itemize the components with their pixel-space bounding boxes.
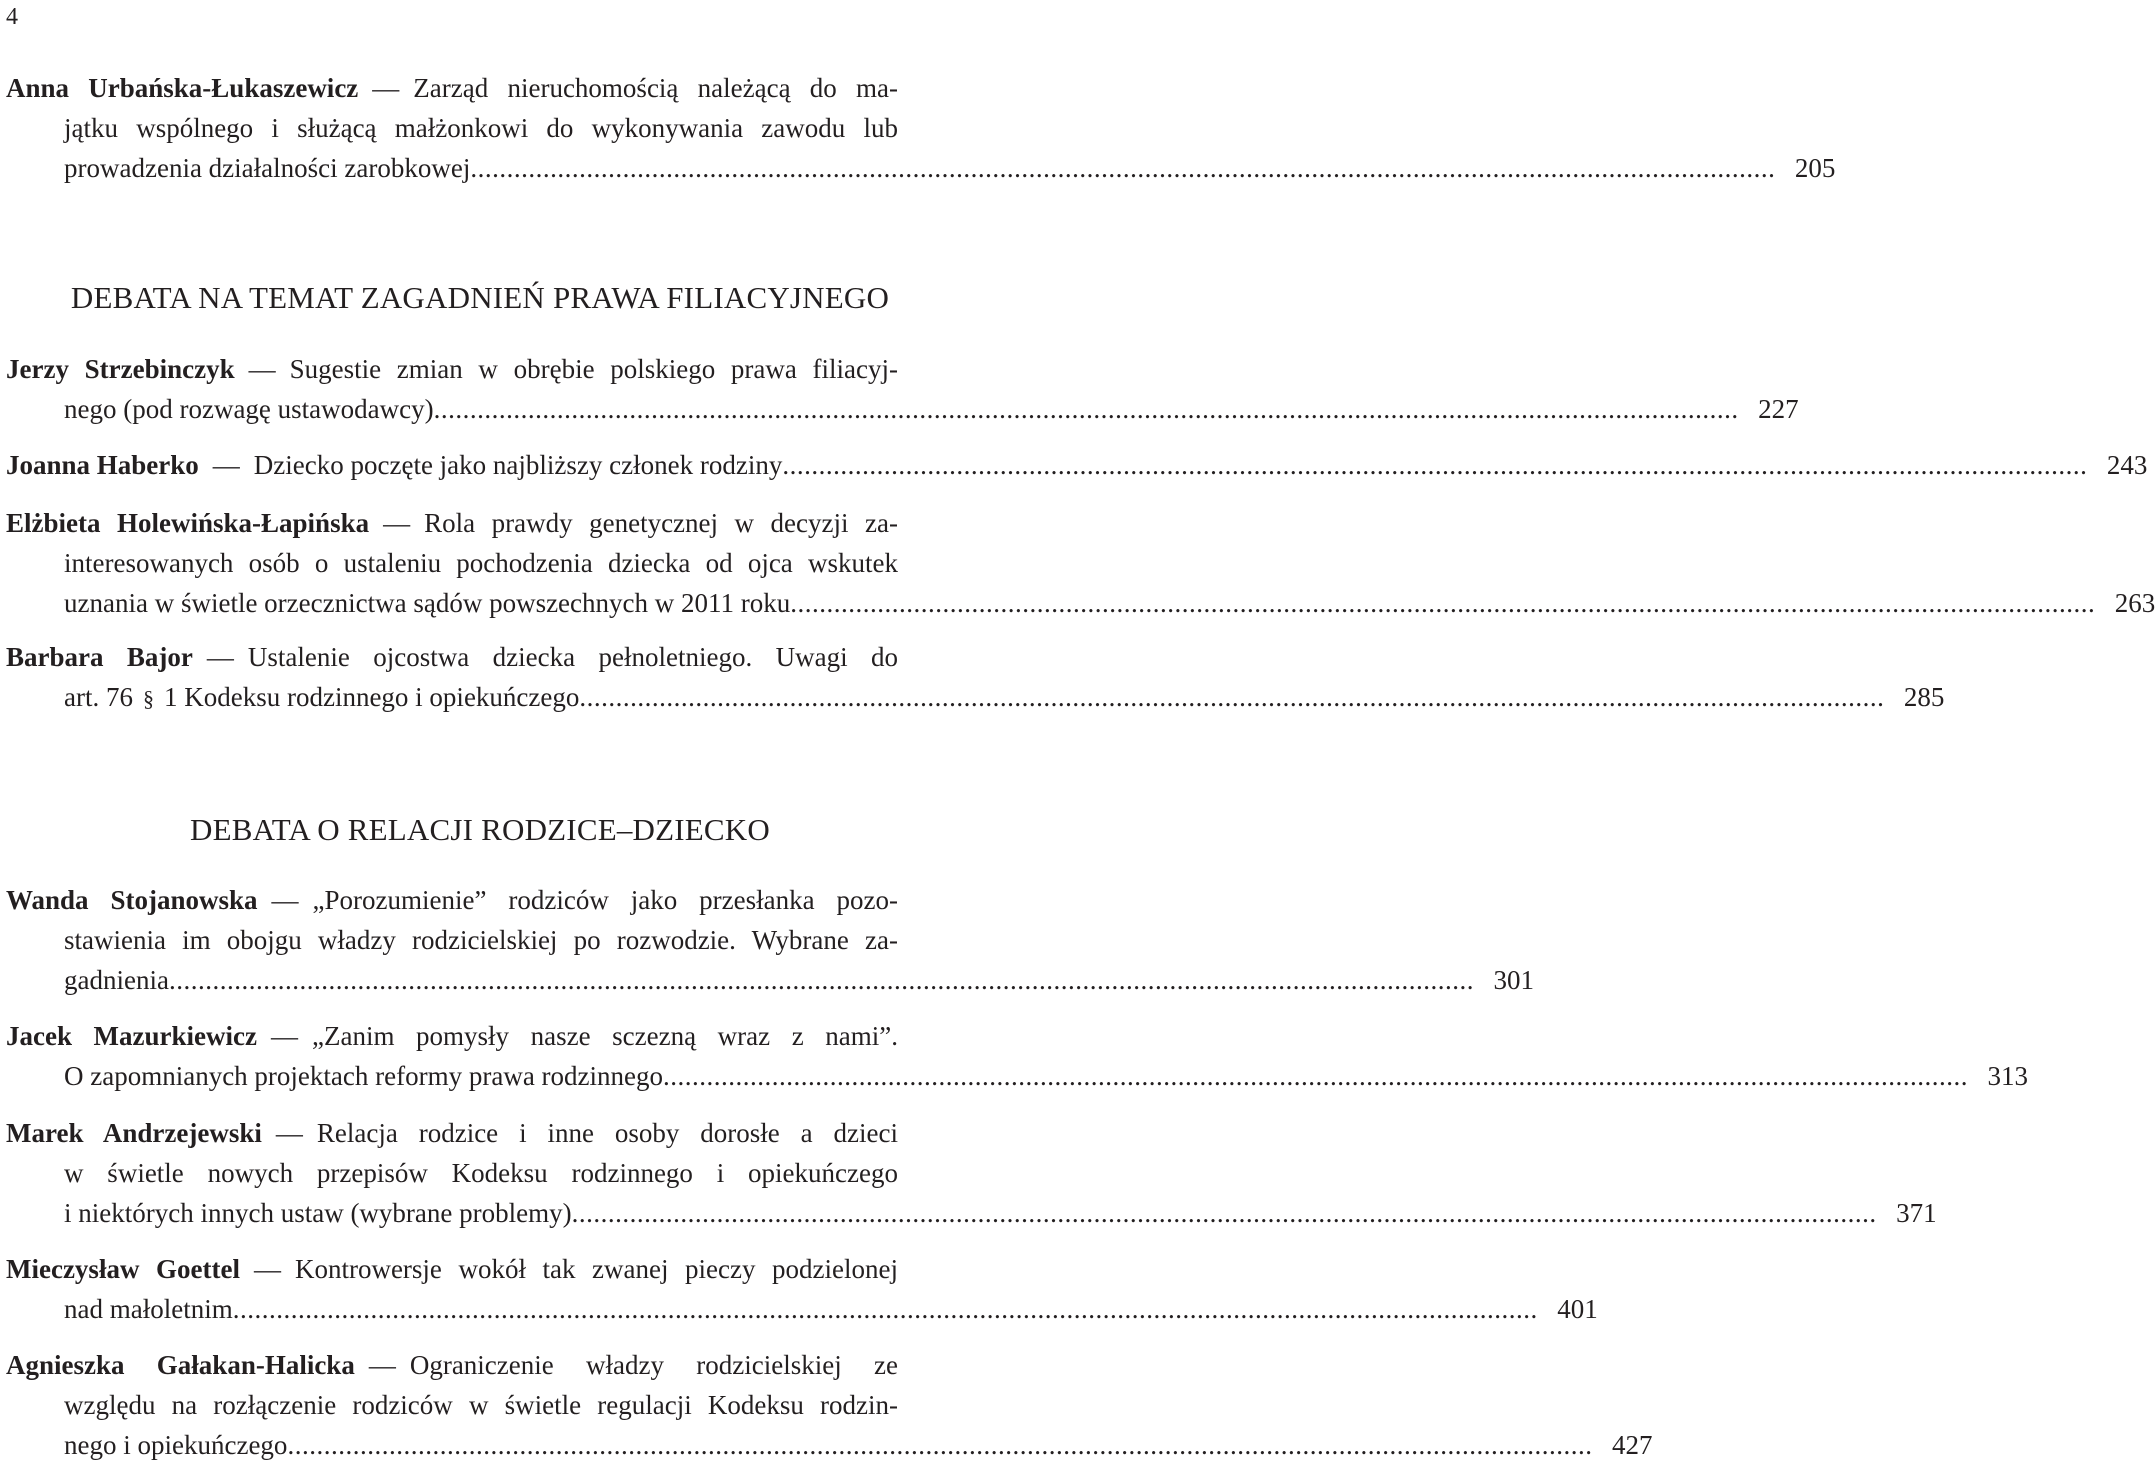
entry-author: Elżbieta Holewińska-Łapińska xyxy=(6,508,370,538)
section-heading: DEBATA NA TEMAT ZAGADNIEŃ PRAWA FILIACYJNEGO xyxy=(70,280,890,315)
toc-line xyxy=(6,1153,898,1193)
entry-title: jątku wspólnego i służącą małżonkowi do wykonywania zawodu lub xyxy=(64,113,898,143)
entry-dash: — xyxy=(271,885,299,915)
leader-dots xyxy=(572,1193,1877,1233)
entry-dash: — xyxy=(271,1021,298,1051)
toc-line xyxy=(6,880,898,920)
entry-author: Jerzy Strzebinczyk xyxy=(6,354,235,384)
entry-author: Barbara Bajor xyxy=(6,642,193,672)
toc-line xyxy=(6,920,898,960)
toc-line xyxy=(6,960,1534,1000)
toc-line xyxy=(6,1056,2029,1096)
toc-line xyxy=(6,1249,898,1289)
entry-title: art. 76 xyxy=(64,682,133,712)
entry-dash: — xyxy=(212,450,240,480)
toc-line xyxy=(6,1193,1937,1233)
toc-entry[interactable] xyxy=(6,1345,1653,1465)
entry-title: stawienia im obojgu władzy rodzicielskiej po rozwodzie. Wybrane za- xyxy=(64,925,898,955)
entry-title: w świetle nowych przepisów Kodeksu rodzinnego i opiekuńczego xyxy=(64,1158,898,1188)
toc-line xyxy=(6,543,898,583)
entry-title: gadnienia xyxy=(64,965,169,995)
entry-author: Marek Andrzejewski xyxy=(6,1118,262,1148)
leader-dots xyxy=(169,960,1474,1000)
entry-dash: — xyxy=(275,1118,303,1148)
toc-entry[interactable] xyxy=(6,637,1945,717)
toc-line xyxy=(6,1289,1598,1329)
entry-page-number: 243 xyxy=(2106,450,2148,480)
leader-dots xyxy=(790,583,2095,623)
entry-title: i niektórych innych ustaw (wybrane problemy) xyxy=(64,1198,572,1228)
leader-dots xyxy=(782,445,2087,485)
leader-dots xyxy=(579,677,1884,717)
toc-line xyxy=(6,1425,1653,1465)
entry-page-number: 371 xyxy=(1896,1198,1937,1228)
entry-author: Joanna Haberko xyxy=(6,450,199,480)
toc-line xyxy=(6,677,1945,717)
toc-line xyxy=(6,1385,898,1425)
entry-page-number: 263 xyxy=(2114,588,2155,618)
entry-title: względu na rozłączenie rodziców w świetle regulacji Kodeksu rodzin- xyxy=(64,1390,898,1420)
entry-title: 1 Kodeksu rodzinnego i opiekuńczego xyxy=(163,682,580,712)
entry-dash: — xyxy=(253,1254,281,1284)
leader-dots xyxy=(287,1425,1592,1465)
entry-title: prowadzenia działalności zarobkowej xyxy=(64,153,471,183)
entry-dash: — xyxy=(372,73,400,103)
entry-page-number: 401 xyxy=(1557,1294,1598,1324)
entry-author: Mieczysław Goettel xyxy=(6,1254,240,1284)
toc-line xyxy=(6,389,1799,429)
entry-title: O zapomnianych projektach reformy prawa rodzinnego xyxy=(64,1061,664,1091)
entry-page-number: 285 xyxy=(1903,682,1945,712)
entry-title: Dziecko poczęte jako najbliższy członek rodziny xyxy=(253,450,783,480)
toc-entry[interactable] xyxy=(6,1016,2029,1096)
entry-title: Ustalenie ojcostwa dziecka pełnoletniego. Uwagi do xyxy=(247,642,898,672)
entry-author: Jacek Mazurkiewicz xyxy=(6,1021,257,1051)
entry-title: nego (pod rozwagę ustawodawcy) xyxy=(64,394,434,424)
entry-title: nad małoletnim xyxy=(64,1294,233,1324)
toc-entry[interactable] xyxy=(6,503,2155,623)
leader-dots xyxy=(470,148,1775,188)
toc-line xyxy=(6,148,1836,188)
entry-title: nego i opiekuńczego xyxy=(64,1430,288,1460)
entry-author: Agnieszka Gałakan-Halicka xyxy=(6,1350,355,1380)
toc-entry[interactable] xyxy=(6,68,1836,188)
leader-dots xyxy=(233,1289,1538,1329)
entry-dash: — xyxy=(206,642,234,672)
entry-page-number: 427 xyxy=(1611,1430,1653,1460)
entry-title: Ograniczenie władzy rodzicielskiej ze xyxy=(409,1350,898,1380)
toc-entry[interactable] xyxy=(6,880,1534,1000)
toc-line xyxy=(6,68,898,108)
page-number: 4 xyxy=(6,4,18,30)
toc-line xyxy=(6,349,898,389)
entry-dash: — xyxy=(383,508,411,538)
toc-line xyxy=(6,1016,898,1056)
entry-page-number: 205 xyxy=(1794,153,1836,183)
toc-line xyxy=(6,1345,898,1385)
entry-title: Zarząd nieruchomością należącą do ma- xyxy=(413,73,899,103)
toc-line xyxy=(6,445,2148,485)
section-heading: DEBATA O RELACJI RODZICE–DZIECKO xyxy=(190,812,770,847)
toc-line xyxy=(6,108,898,148)
entry-page-number: 227 xyxy=(1758,394,1799,424)
entry-title: Kontrowersje wokół tak zwanej pieczy podzielonej xyxy=(294,1254,898,1284)
toc-line xyxy=(6,637,898,677)
entry-title: Rola prawdy genetycznej w decyzji za- xyxy=(424,508,898,538)
toc-line xyxy=(6,503,898,543)
toc-entry[interactable] xyxy=(6,1249,1598,1329)
toc-line xyxy=(6,583,2155,623)
entry-title: „Porozumienie” rodziców jako przesłanka pozo- xyxy=(312,885,898,915)
entry-title: Sugestie zmian w obrębie polskiego prawa filiacyj- xyxy=(289,354,898,384)
toc-line xyxy=(6,1113,898,1153)
toc-entry[interactable] xyxy=(6,349,1799,429)
entry-dash: — xyxy=(368,1350,396,1380)
leader-dots xyxy=(663,1056,1968,1096)
leader-dots xyxy=(434,389,1739,429)
toc-entry[interactable] xyxy=(6,1113,1937,1233)
entry-page-number: 313 xyxy=(1987,1061,2029,1091)
entry-title: Relacja rodzice i inne osoby dorosłe a dzieci xyxy=(316,1118,898,1148)
entry-author: Anna Urbańska-Łukaszewicz xyxy=(6,73,359,103)
entry-page-number: 301 xyxy=(1493,965,1534,995)
section-sign-icon: § xyxy=(142,686,154,711)
entry-title: uznania w świetle orzecznictwa sądów powszechnych w 2011 roku xyxy=(64,588,791,618)
entry-author: Wanda Stojanowska xyxy=(6,885,258,915)
toc-entry[interactable] xyxy=(6,445,2148,485)
entry-dash: — xyxy=(248,354,276,384)
entry-title: interesowanych osób o ustaleniu pochodzenia dziecka od ojca wskutek xyxy=(64,548,898,578)
entry-title: „Zanim pomysły nasze sczezną wraz z nami”. xyxy=(312,1021,898,1051)
